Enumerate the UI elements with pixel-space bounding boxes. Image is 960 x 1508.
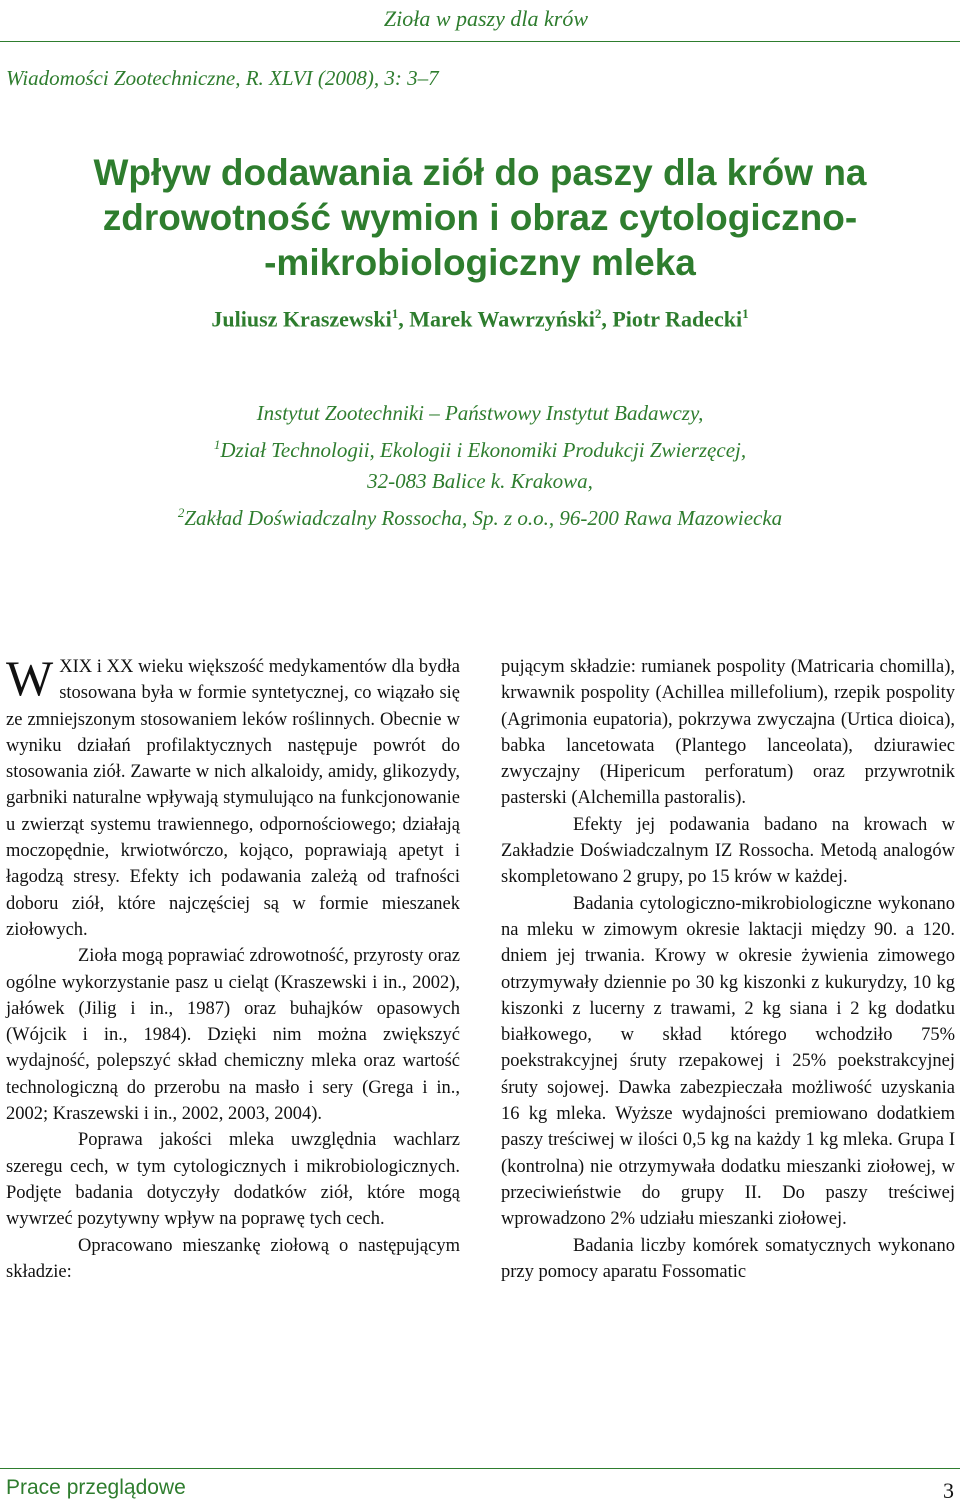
body-column-left [6,650,460,1285]
affiliation-mark: 1 [213,437,221,452]
author-name: , Marek Wawrzyński [398,306,595,332]
affiliation-line: Instytut Zootechniki – Państwowy Instytut Badawczy, [256,401,704,425]
body-paragraph: Poprawa jakości mleka uwzględnia wachlarz szeregu cech, w tym cytologicznych i mikrobiologicznych. Podjęte badania dotyczyły dodatków ziół, które mogą wywrzeć pozytywny wpływ na poprawę tych cech. [6,1130,460,1230]
affiliation-line [0,497,960,534]
body-paragraph: Badania cytologiczno-mikrobiologiczne wykonano na mleku w zimowym okresie laktacji między 90. a 120. dniem jej trwania. Krowy w okresie żywienia zimowego otrzymywały dziennie po 30 kg kiszonki z kukurydzy, 10 kg kiszonki z lucerny z trawami, 2 kg siana i 2 kg dodatku białkowego, w skład którego wchodziło 75% poekstrakcyjnej śruty rzepakowej i 25% poekstrakcyjnej śruty sojowej. Dawka zabezpieczała możliwość uzyskania 16 kg mleka. Wyższe wydajności premiowano dodatkiem paszy treściwej w ilości 0,5 kg na każdy 1 kg mleka. Grupa I (kontrolna) nie otrzymywała dodatku mieszanki ziołowej, w przeciwieństwie do grupy II. Do paszy treściwej wprowadzono 2% udziału mieszanki ziołowej. [501,893,955,1230]
author-affiliation-mark: 1 [391,306,399,321]
running-title: Zioła w paszy dla krów [383,6,588,31]
body-paragraph [6,650,460,943]
body-paragraph: Opracowano mieszankę ziołową o następującym składzie: [6,1235,460,1282]
page-number: 3 [943,1478,954,1503]
article-title [0,150,960,285]
affiliation-line [0,429,960,466]
title-line: -mikrobiologiczny mleka [264,242,696,283]
body-paragraph: Zioła mogą poprawiać zdrowotność, przyrosty oraz ogólne wykorzystanie pasz u cieląt (Kraszewski i in., 2002), jałówek (Jilig i in., 1987) oraz buhajków opasowych (Wójcik i in., 1984). Dzięki nim można zwiększyć wydajność, polepszyć skład chemiczny mleka oraz wartość technologiczną do przerobu na masło i sery (Grega i in., 2002; Kraszewski i in., 2002, 2003, 2004). [6,946,460,1125]
body-column-right [501,654,955,1285]
affiliation-line: 32-083 Balice k. Krakowa, [367,469,593,493]
affiliation-text: Dział Technologii, Ekologii i Ekonomiki Produkcji Zwierzęcej, [220,438,747,462]
body-paragraph: pującym składzie: rumianek pospolity (Matricaria chomilla), krwawnik pospolity (Achillea millefolium), rzepik pospolity (Agrimonia eupatoria), pokrzywa zwyczajna (Urtica dioica), babka lancetowata (Plantego lanceolata), dziurawiec zwyczajny (Hipericum perforatum) oraz przywrotnik pasterski (Alchemilla pastoralis). [501,657,955,809]
author-affiliation-mark: 2 [594,306,602,321]
journal-reference: Wiadomości Zootechniczne, R. XLVI (2008), 3: 3–7 [6,66,439,90]
footer-rule [0,1468,960,1469]
header-rule [0,41,960,42]
drop-cap: W [6,650,54,706]
body-paragraph: Efekty jej podawania badano na krowach w Zakładzie Doświadczalnym IZ Rossocha. Metodą analogów skompletowano 2 grupy, po 15 krów w każdej. [501,814,955,888]
author-affiliation-mark: 1 [742,306,749,321]
paragraph-text: XIX i XX wieku większość medykamentów dla bydła stosowana była w formie syntetycznej, co wiązało się ze zmniejszonym stosowaniem leków roślinnych. Obecnie w wyniku działań profilaktycznych następuje powrót do stosowania ziół. Zawarte w nich alkaloidy, amidy, glikozydy, garbniki naturalne wpływają stymulująco na funkcjonowanie u zwierząt systemu trawiennego, odpornościowego; działają moczopędnie, krwiotwórczo, kojąco, poprawiają apetyt i łagodzą stresy. Efekty ich podawania zależą od trafności doboru ziół, które najczęściej są w formie mieszanek ziołowych. [6,657,460,940]
body-paragraph: Badania liczby komórek somatycznych wykonano przy pomocy aparatu Fossomatic [501,1235,955,1282]
author-list [0,306,960,332]
affiliation-mark: 2 [177,505,185,520]
affiliation-text: Zakład Doświadczalny Rossocha, Sp. z o.o., 96-200 Rawa Mazowiecka [184,506,783,530]
author-name: Juliusz Kraszewski [211,306,392,332]
title-line: zdrowotność wymion i obraz cytologiczno- [102,197,858,238]
author-name: , Piotr Radecki [601,306,743,332]
title-line: Wpływ dodawania ziół do paszy dla krów na [93,152,867,193]
affiliations [0,398,960,534]
section-label: Prace przeglądowe [6,1476,186,1499]
